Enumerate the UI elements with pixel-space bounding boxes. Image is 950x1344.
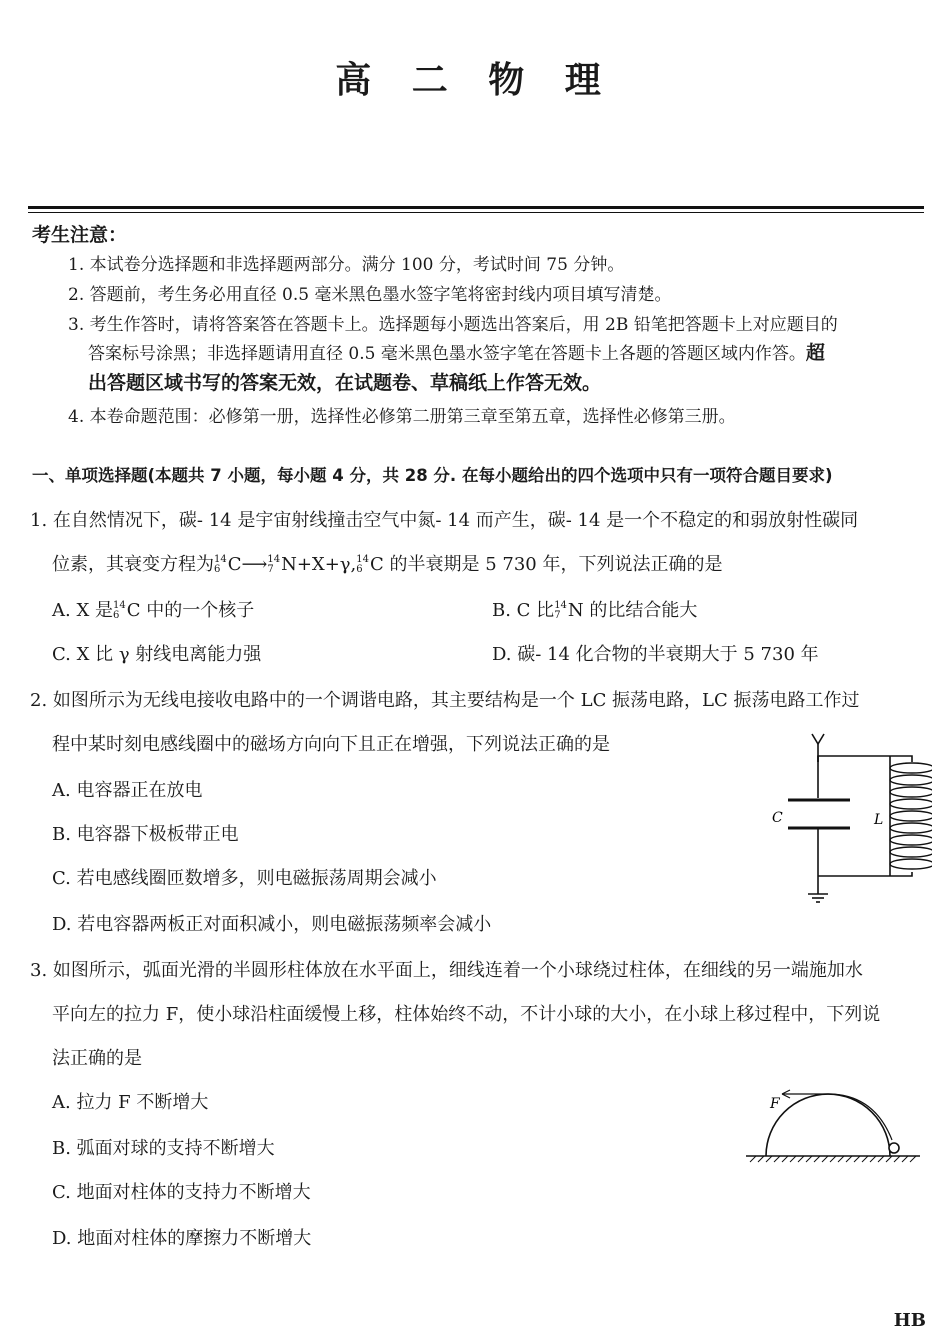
n14-atomic: 7 — [267, 564, 274, 575]
notice-item-3-text: 答案标号涂黑；非选择题请用直径 0.5 毫米黑色墨水签字笔在答题卡上各题的答题区域内作答。 — [88, 344, 806, 364]
capacitor-label: C — [772, 810, 783, 826]
q1-option-b-pre: B. — [492, 600, 517, 621]
q3-option-b: B. 弧面对球的支持不断增大 — [52, 1138, 275, 1159]
c14-atomic: 6 — [214, 564, 221, 575]
n-symbol: N — [281, 554, 297, 575]
notice-item-4: 4. 本卷命题范围：必修第一册，选择性必修第二册第三章至第五章，选择性必修第三册。 — [68, 407, 736, 427]
notice-heading: 考生注意： — [32, 224, 128, 246]
q2-option-c: C. 若电感线圈匝数增多，则电磁振荡周期会减小 — [52, 868, 437, 889]
q1-line-1: 1. 在自然情况下，碳- 14 是宇宙射线撞击空气中氮- 14 而产生，碳- 14 是一个不稳定的和弱放射性碳同 — [30, 510, 859, 531]
c14-mass: 14 — [214, 554, 227, 565]
notice-item-3-cont — [88, 338, 825, 365]
q1-opt-b-atomic: 7 — [554, 610, 561, 621]
notice-item-1: 1. 本试卷分选择题和非选择题两部分。满分 100 分，考试时间 75 分钟。 — [68, 255, 625, 275]
footer-mark: HB — [893, 1310, 926, 1331]
n14-mass: 14 — [267, 554, 281, 565]
q3-option-c: C. 地面对柱体的支持力不断增大 — [52, 1182, 311, 1203]
half-cylinder-diagram — [744, 1080, 924, 1170]
force-label: F — [770, 1096, 780, 1112]
notice-item-3: 3. 考生作答时，请将答案答在答题卡上。选择题每小题选出答案后，用 2B 铅笔把答题卡上对应题目的 — [68, 315, 838, 335]
c14-mass-2: 14 — [356, 554, 370, 565]
header-rule-thin — [28, 212, 924, 213]
q1-option-d: D. 碳- 14 化合物的半衰期大于 5 730 年 — [492, 644, 819, 665]
q1-option-b-post: N 的比结合能大 — [567, 600, 698, 621]
q1-opt-a-mass: 14 — [112, 600, 126, 611]
q2-line-2: 程中某时刻电感线圈中的磁场方向向下且正在增强，下列说法正确的是 — [52, 734, 610, 755]
header-rule-thick — [28, 206, 924, 209]
c14-atomic-2: 6 — [356, 564, 363, 575]
q1-option-a-isotope — [113, 601, 126, 621]
q1-option-c: C. X 比 γ 射线电离能力强 — [52, 644, 262, 665]
page-title: 高 二 物 理 — [335, 59, 615, 101]
lc-circuit-diagram — [762, 732, 932, 912]
q2-option-b: B. 电容器下极板带正电 — [52, 824, 239, 845]
q1-line-2a: 位素，其衰变方程为 — [52, 554, 214, 575]
q3-line-2: 平向左的拉力 F，使小球沿柱面缓慢上移，柱体始终不动，不计小球的大小，在小球上移过程中，下列说 — [52, 1004, 881, 1025]
notice-item-2: 2. 答题前，考生务必用直径 0.5 毫米黑色墨水签字笔将密封线内项目填写清楚。 — [68, 285, 672, 305]
c14-isotope-2 — [356, 555, 369, 575]
q3-option-d: D. 地面对柱体的摩擦力不断增大 — [52, 1228, 312, 1249]
q2-line-1: 2. 如图所示为无线电接收电路中的一个调谐电路，其主要结构是一个 LC 振荡电路，LC 振荡电路工作过 — [30, 690, 860, 711]
q1-option-b-mid: 比 — [530, 600, 555, 621]
q1-line-2b: C 的半衰期是 5 730 年，下列说法正确的是 — [370, 554, 723, 575]
q2-option-a: A. 电容器正在放电 — [52, 780, 203, 801]
q1-option-b-isotope — [554, 601, 567, 621]
q2-option-d: D. 若电容器两板正对面积减小，则电磁振荡频率会减小 — [52, 914, 492, 935]
decay-arrow: ⟶ — [241, 554, 268, 575]
decay-products: +X+γ, — [296, 554, 357, 575]
c14-isotope — [214, 555, 227, 575]
q3-line-1: 3. 如图所示，弧面光滑的半圆形柱体放在水平面上，细线连着一个小球绕过柱体，在细线的另一端施加水 — [30, 960, 863, 981]
n14-isotope — [267, 555, 280, 575]
inductor-label: L — [874, 812, 884, 828]
q1-option-a-pre: A. X 是 — [52, 600, 113, 621]
q1-opt-a-atomic: 6 — [112, 610, 120, 621]
notice-item-3-emphasis-start: 超 — [805, 342, 825, 364]
c-symbol: C — [227, 554, 242, 575]
q1-option-a — [52, 596, 254, 622]
q1-opt-b-mass: 14 — [554, 600, 567, 611]
q1-option-b — [492, 596, 697, 622]
section-heading: 一、单项选择题(本题共 7 小题，每小题 4 分，共 28 分. 在每小题给出的四个选项中只有一项符合题目要求) — [32, 466, 833, 485]
q1-option-a-post: C 中的一个核子 — [126, 600, 255, 621]
notice-item-3-emphasis: 出答题区域书写的答案无效，在试题卷、草稿纸上作答无效。 — [88, 372, 602, 394]
q3-option-a: A. 拉力 F 不断增大 — [52, 1092, 209, 1113]
q1-option-b-c: C — [516, 600, 531, 621]
q3-line-3: 法正确的是 — [52, 1048, 142, 1069]
q1-line-2 — [52, 550, 722, 576]
